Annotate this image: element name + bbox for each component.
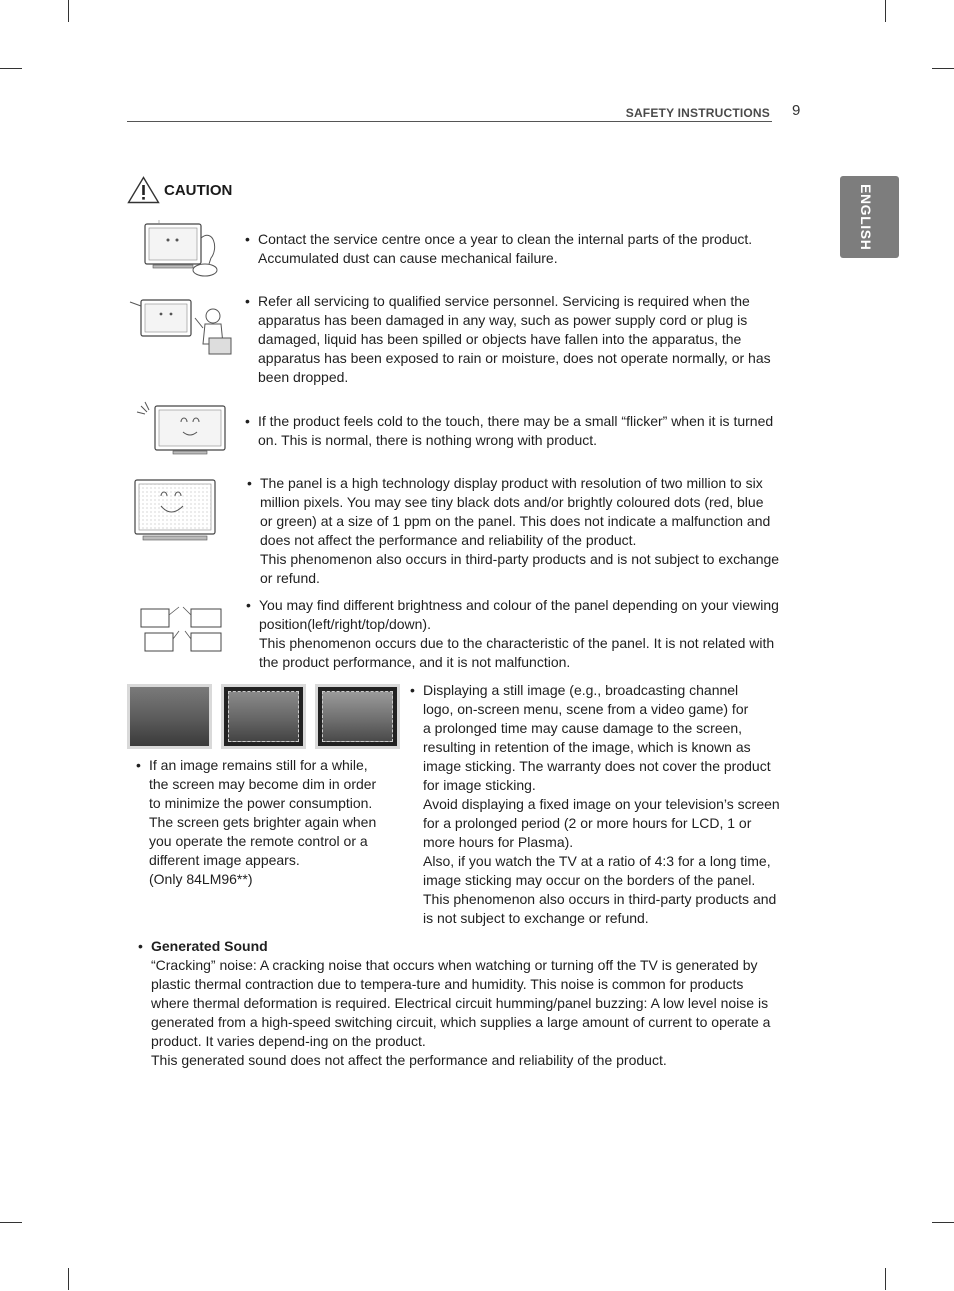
text-line: This phenomenon also occurs in third-party products and is not subject to exchange bbox=[260, 551, 780, 567]
text-line: the screen may become dim in order bbox=[149, 776, 377, 792]
bullet-dot: • bbox=[247, 475, 252, 491]
text-line: The panel is a high technology display product with resolution of two million to six bbox=[260, 475, 763, 491]
bullet-dot: • bbox=[246, 597, 251, 613]
text-line: The screen gets brighter again when bbox=[149, 814, 377, 830]
text-line: (Only 84LM96**) bbox=[149, 871, 253, 887]
text-line: million pixels. You may see tiny black dots and/or brightly coloured dots (red, blue bbox=[260, 494, 764, 510]
text-line: different image appears. bbox=[149, 852, 300, 868]
text-line: the product performance, and it is not malfunction. bbox=[259, 654, 571, 670]
bullet-dot: • bbox=[245, 293, 250, 309]
bullet-dot: • bbox=[245, 413, 250, 429]
text-line: you operate the remote control or a bbox=[149, 833, 368, 849]
text-line: or green) at a size of 1 ppm on the panel. This does not indicate a malfunction and bbox=[260, 513, 771, 529]
text-line: image sticking. The warranty does not cover the product bbox=[423, 758, 771, 774]
crop-mark bbox=[885, 1268, 886, 1290]
page-number: 9 bbox=[792, 102, 801, 119]
crop-mark bbox=[885, 0, 886, 22]
text-line: or refund. bbox=[260, 570, 320, 586]
bullet-dot: • bbox=[410, 682, 415, 698]
text-line: This phenomenon occurs due to the characteristic of the panel. It is not related with bbox=[259, 635, 775, 651]
text-line: apparatus has been exposed to rain or moisture, does not operate normally, or has bbox=[258, 350, 771, 366]
text-line: product. It varies depend-ing on the product. bbox=[151, 1033, 426, 1049]
tv-flicker-illustration bbox=[133, 400, 233, 462]
warning-triangle-icon bbox=[127, 176, 160, 204]
still-image-photo bbox=[127, 684, 212, 749]
header-divider bbox=[127, 121, 772, 122]
text-line: logo, on-screen menu, scene from a video game) for bbox=[423, 701, 749, 717]
text-line: This phenomenon also occurs in third-party products and bbox=[423, 891, 777, 907]
text-line: Refer all servicing to qualified service personnel. Servicing is required when the bbox=[258, 293, 750, 309]
text-line: Avoid displaying a fixed image on your television’s screen bbox=[423, 796, 780, 812]
tv-viewing-angle-illustration bbox=[135, 603, 227, 659]
text-line: for image sticking. bbox=[423, 777, 536, 793]
text-line: Also, if you watch the TV at a ratio of 4:3 for a long time, bbox=[423, 853, 771, 869]
text-line: where thermal deformation is required. Electrical circuit humming/panel buzzing: A low level noise is bbox=[151, 995, 769, 1011]
text-line: You may find different brightness and colour of the panel depending on your viewing bbox=[259, 597, 779, 613]
caution-heading bbox=[127, 176, 232, 204]
tv-pixel-illustration bbox=[133, 478, 217, 544]
crop-mark bbox=[68, 0, 69, 22]
section-heading: Generated Sound bbox=[151, 938, 268, 954]
crop-mark bbox=[932, 1222, 954, 1223]
text-line: Displaying a still image (e.g., broadcasting channel bbox=[423, 682, 739, 698]
tv-cleaning-illustration bbox=[135, 218, 230, 280]
text-line: This generated sound does not affect the performance and reliability of the product. bbox=[151, 1052, 667, 1068]
text-line: image sticking may occur on the borders of the panel. bbox=[423, 872, 756, 888]
text-line: position(left/right/top/down). bbox=[259, 616, 431, 632]
caution-title: CAUTION bbox=[164, 181, 233, 199]
text-line: Accumulated dust can cause mechanical failure. bbox=[258, 250, 558, 266]
language-tab bbox=[840, 176, 899, 258]
bullet-dot: • bbox=[245, 231, 250, 247]
text-line: for a prolonged period (2 or more hours for LCD, 1 or bbox=[423, 815, 752, 831]
text-line: plastic thermal contraction due to tempera-ture and humidity. This noise is common for products bbox=[151, 976, 744, 992]
text-line: Contact the service centre once a year to clean the internal parts of the product. bbox=[258, 231, 753, 247]
crop-mark bbox=[0, 1222, 22, 1223]
still-image-photo bbox=[315, 684, 400, 749]
text-line: resulting in retention of the image, which is known as bbox=[423, 739, 751, 755]
bullet-dot: • bbox=[136, 757, 141, 773]
text-line: on. This is normal, there is nothing wrong with product. bbox=[258, 432, 598, 448]
language-tab-label: ENGLISH bbox=[858, 184, 874, 251]
text-line: does not affect the performance and reliability of the product. bbox=[260, 532, 637, 548]
text-line: generated from a high-speed switching circuit, which supplies a large amount of current to operate a bbox=[151, 1014, 771, 1030]
text-line: If the product feels cold to the touch, there may be a small “flicker” when it is turned bbox=[258, 413, 774, 429]
crop-mark bbox=[68, 1268, 69, 1290]
crop-mark bbox=[0, 68, 22, 69]
text-line: to minimize the power consumption. bbox=[149, 795, 373, 811]
text-line: a prolonged time may cause damage to the screen, bbox=[423, 720, 743, 736]
text-line: apparatus has been damaged in any way, such as power supply cord or plug is bbox=[258, 312, 748, 328]
text-line: is not subject to exchange or refund. bbox=[423, 910, 649, 926]
bullet-dot: • bbox=[138, 938, 143, 954]
header-section-title: SAFETY INSTRUCTIONS bbox=[625, 106, 770, 120]
still-image-photo bbox=[221, 684, 306, 749]
text-line: been dropped. bbox=[258, 369, 349, 385]
text-line: “Cracking” noise: A cracking noise that occurs when watching or turning off the TV is generated by bbox=[151, 957, 758, 973]
tv-service-illustration bbox=[127, 294, 239, 362]
text-line: damaged, liquid has been spilled or objects have fallen into the apparatus, the bbox=[258, 331, 742, 347]
text-line: more hours for Plasma). bbox=[423, 834, 574, 850]
crop-mark bbox=[932, 68, 954, 69]
text-line: If an image remains still for a while, bbox=[149, 757, 368, 773]
